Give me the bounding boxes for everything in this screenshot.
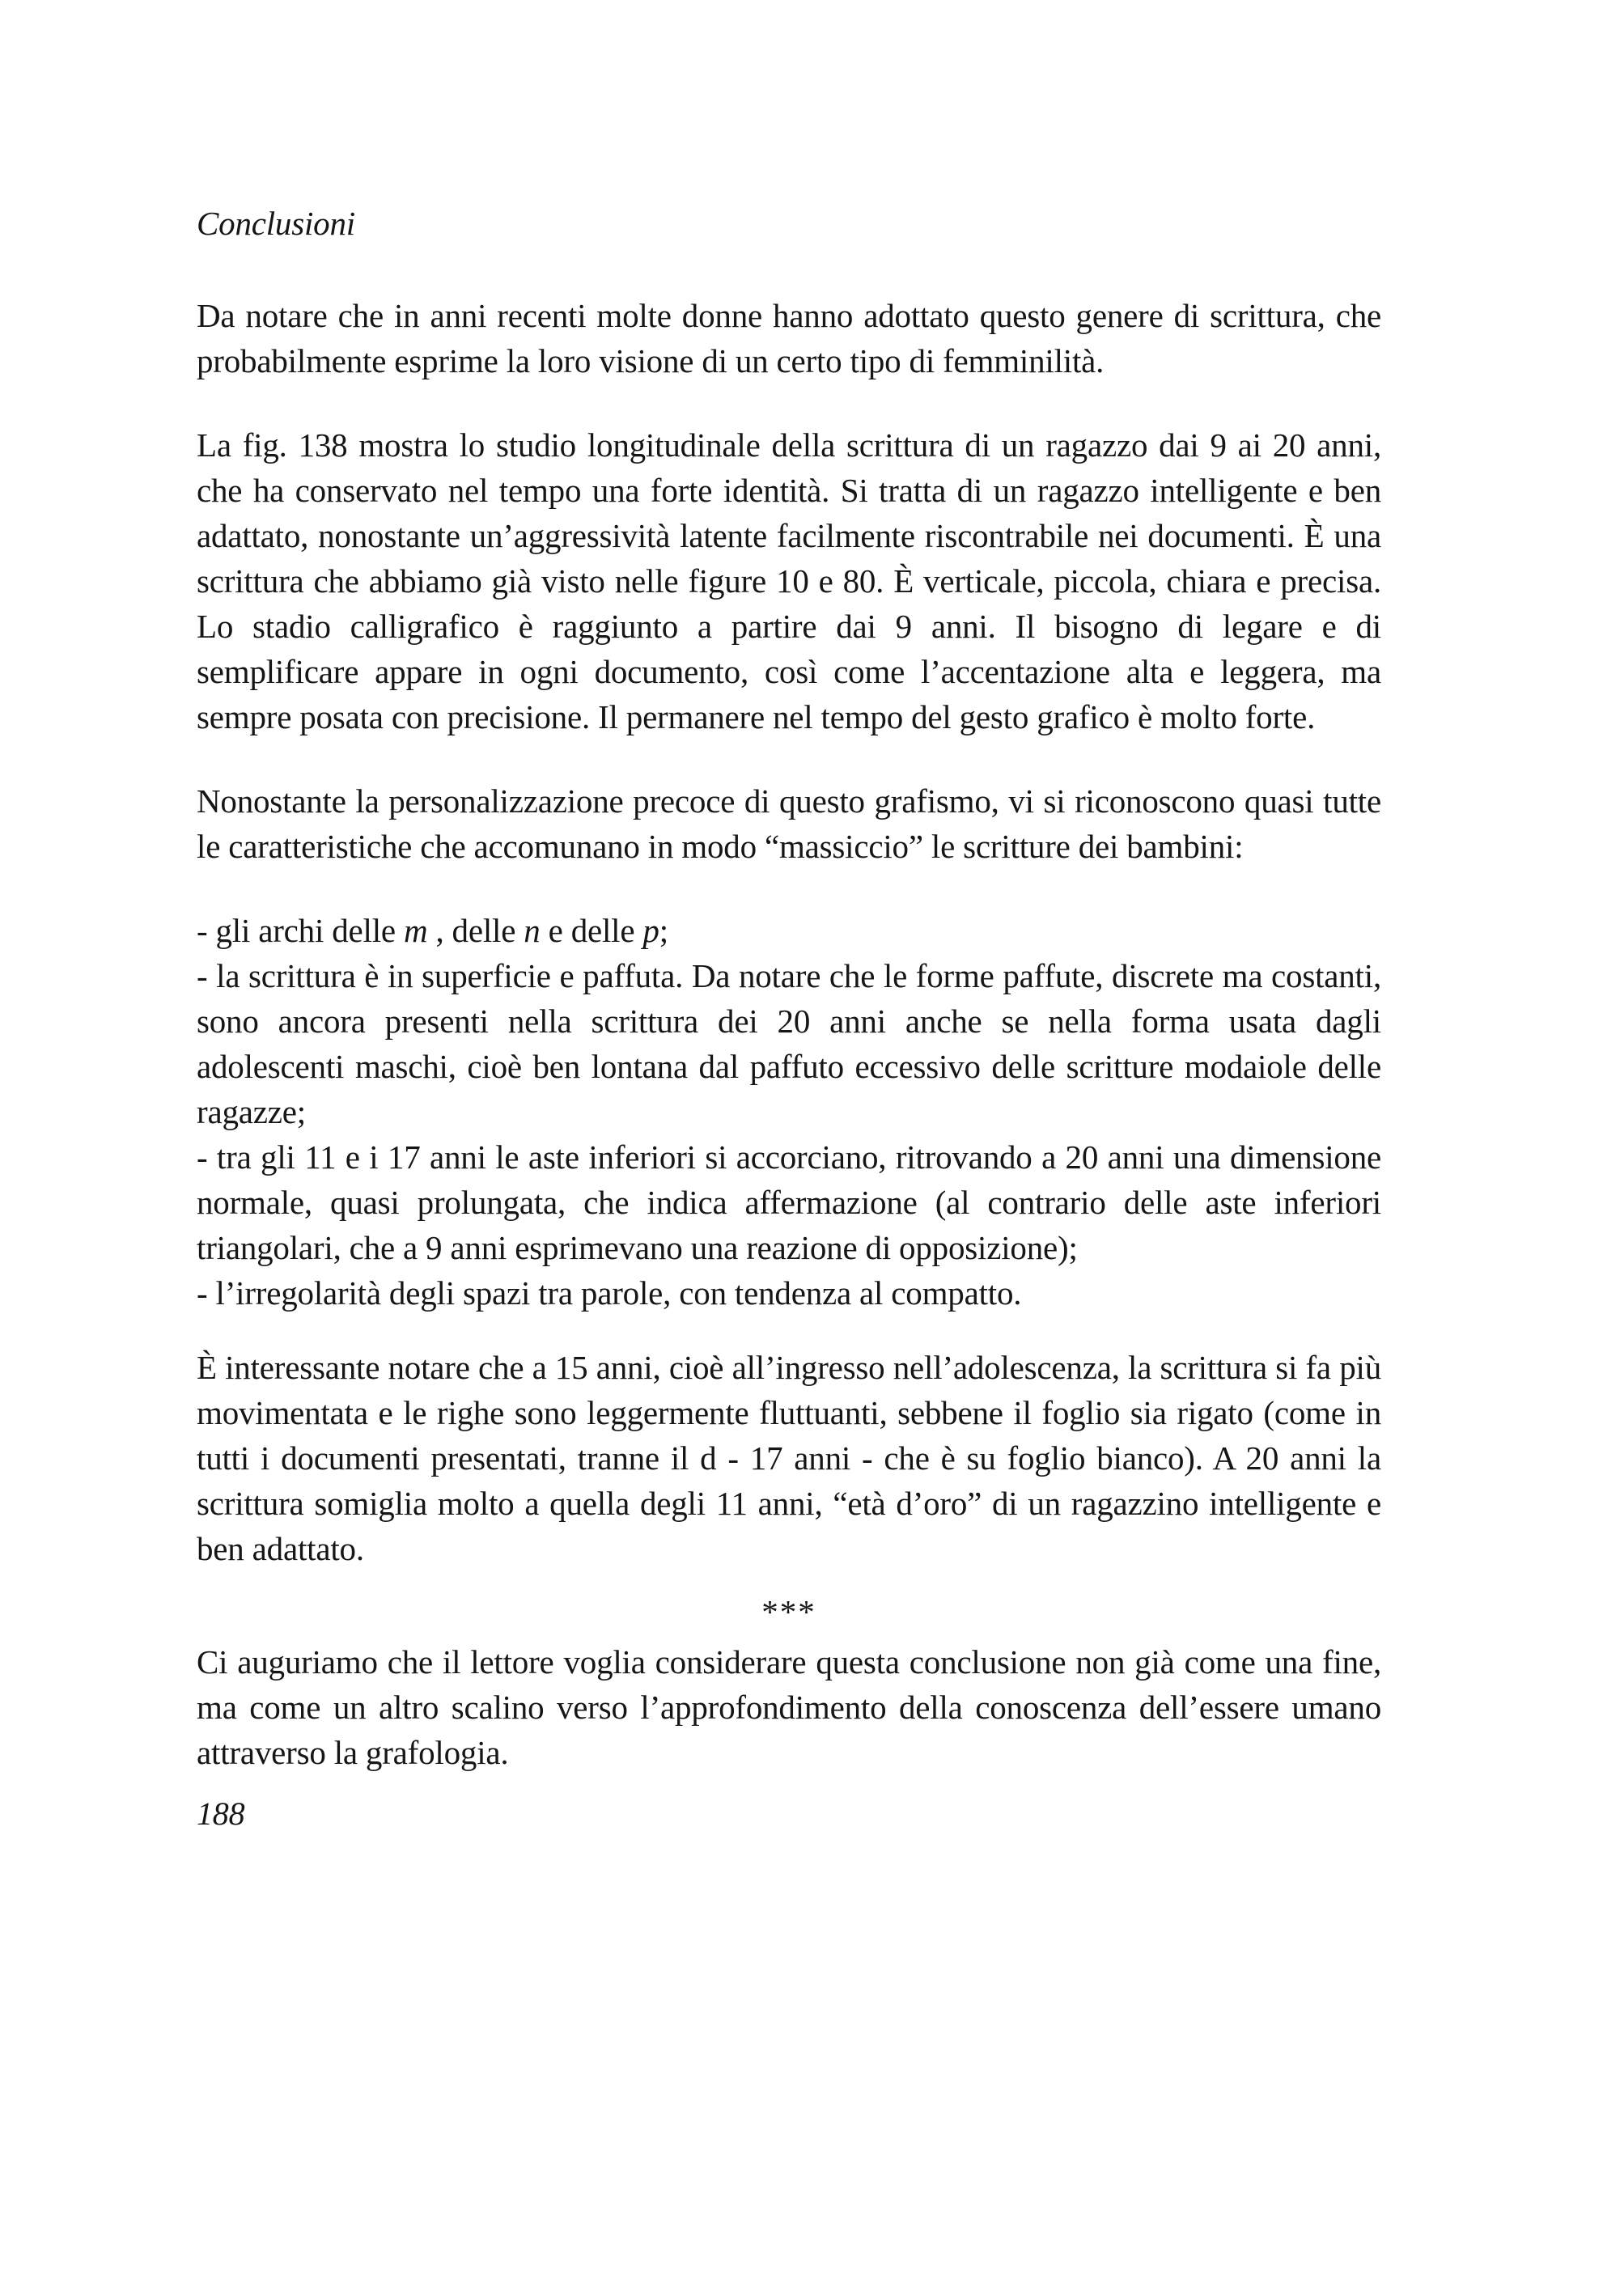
- paragraph-caratteristiche: Nonostante la personalizzazione precoce di questo grafismo, vi si riconoscono quasi tutte le caratteristiche che accomunano in modo “massiccio” le scritture dei bambini:: [197, 782, 1381, 865]
- paragraph-intro: Da notare che in anni recenti molte donne hanno adottato questo genere di scrittura, che probabilmente esprime la loro visione di un certo tipo di femminilità.: [197, 297, 1381, 379]
- list-item-superficie: - la scrittura è in superficie e paffuta. Da notare che le forme paffute, discrete ma costanti, sono ancora presenti nella scrittura dei 20 anni anche se nella forma usata dagli adolescenti maschi, cioè ben lontana dal paffuto eccessivo delle scritture modaiole delle ragazze;: [197, 957, 1381, 1130]
- page-number: 188: [197, 1795, 245, 1832]
- section-heading: Conclusioni: [197, 205, 355, 242]
- list-item-irregolarita: - l’irregolarità degli spazi tra parole, con tendenza al compatto.: [197, 1274, 1022, 1312]
- list-item-archi: - gli archi delle m , delle n e delle p;: [197, 912, 668, 949]
- paragraph-adolescenza: È interessante notare che a 15 anni, cioè all’ingresso nell’adolescenza, la scrittura si fa più movimentata e le righe sono leggermente fluttuanti, sebbene il foglio sia rigato (come in tutti i documenti presentati, tranne il d - 17 anni - che è su foglio bianco). A 20 anni la scrittura somiglia molto a quella degli 11 anni, “età d’oro” di un ragazzino intelligente e ben adattato.: [197, 1349, 1381, 1567]
- paragraph-conclusione: Ci auguriamo che il lettore voglia considerare questa conclusione non già come una fine, ma come un altro scalino verso l’approfondimento della conoscenza dell’essere umano attraverso la grafologia.: [197, 1643, 1381, 1771]
- paragraph-fig138: La fig. 138 mostra lo studio longitudinale della scrittura di un ragazzo dai 9 ai 20 anni, che ha conservato nel tempo una forte identità. Si tratta di un ragazzo intelligente e ben adattato, nonostante un’aggressività latente facilmente riscontrabile nei documenti. È una scrittura che abbiamo già visto nelle figure 10 e 80. È verticale, piccola, chiara e precisa. Lo stadio calligrafico è raggiunto a partire dai 9 anni. Il bisogno di legare e di semplificare appare in ogni documento, così come l’accentazione alta e leggera, ma sempre posata con precisione. Il permanere nel tempo del gesto grafico è molto forte.: [197, 426, 1381, 735]
- list-item-aste: - tra gli 11 e i 17 anni le aste inferiori si accorciano, ritrovando a 20 anni una dimensione normale, quasi prolungata, che indica affermazione (al contrario delle aste inferiori triangolari, che a 9 anni esprimevano una reazione di opposizione);: [197, 1138, 1381, 1266]
- asterisk-separator: ***: [761, 1593, 816, 1630]
- characteristics-list: [197, 908, 1381, 1316]
